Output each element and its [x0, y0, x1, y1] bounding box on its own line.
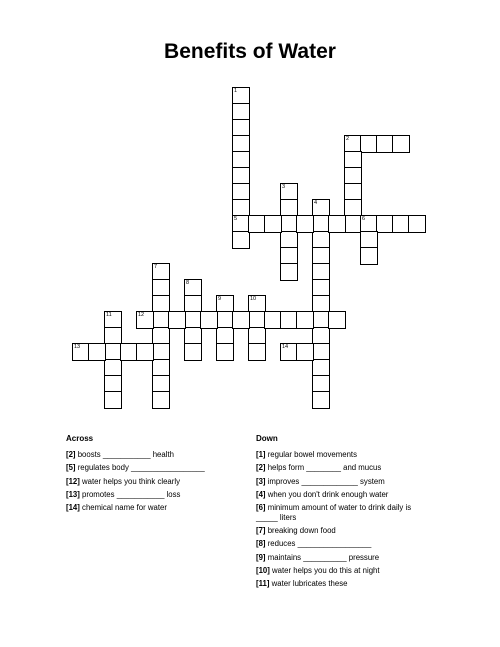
cell-number: 2 — [346, 136, 350, 142]
clue-number: [7] — [256, 525, 266, 535]
across-clue — [66, 450, 236, 460]
clue-text: maintains __________ pressure — [265, 552, 380, 562]
grid-cell[interactable] — [184, 343, 202, 361]
down-heading: Down — [256, 434, 278, 443]
clue-text: helps form ________ and mucus — [265, 463, 382, 473]
clue-number: [2] — [66, 450, 76, 459]
clue-text: when you don't drink enough water — [265, 489, 389, 499]
down-clue — [256, 490, 431, 500]
cell-number: 6 — [362, 216, 366, 222]
down-clue — [256, 450, 431, 460]
clue-text: water helps you do this at night — [269, 565, 380, 575]
clue-number: [12] — [66, 476, 80, 486]
grid-cell[interactable] — [168, 311, 186, 329]
clue-text: water helps you think clearly — [79, 476, 180, 486]
down-clue — [256, 579, 431, 589]
grid-cell[interactable] — [88, 343, 106, 361]
clue-number: [8] — [256, 539, 266, 549]
grid-cell[interactable] — [296, 215, 314, 233]
across-clues — [66, 434, 236, 516]
clue-text: promotes ___________ loss — [79, 489, 181, 499]
down-clues — [256, 434, 431, 592]
down-clue — [256, 539, 431, 549]
grid-cell[interactable] — [392, 135, 410, 153]
grid-cell[interactable] — [408, 215, 426, 233]
down-clue — [256, 503, 431, 522]
grid-cell[interactable] — [264, 215, 282, 233]
cell-number: 10 — [250, 296, 257, 302]
down-clue — [256, 463, 431, 473]
clue-number: [4] — [256, 489, 266, 499]
grid-cell[interactable] — [136, 343, 154, 361]
grid-cell[interactable] — [248, 343, 266, 361]
cell-number: 12 — [138, 312, 145, 318]
clue-text: improves _____________ system — [265, 476, 385, 486]
clue-number: [5] — [66, 463, 76, 473]
across-clue — [66, 503, 236, 513]
page-title: Benefits of Water — [164, 40, 336, 63]
cell-number: 3 — [282, 184, 286, 190]
cell-number: 1 — [234, 88, 238, 94]
clue-text: chemical name for water — [79, 503, 167, 513]
across-clue — [66, 477, 236, 487]
clue-number: [10] — [256, 565, 270, 575]
grid-cell[interactable] — [328, 215, 346, 233]
clue-number: [6] — [256, 503, 266, 513]
grid-cell[interactable] — [200, 311, 218, 329]
clue-number: [11] — [256, 579, 270, 589]
down-clue — [256, 566, 431, 576]
clue-text: water lubricates these — [269, 579, 348, 589]
cell-number: 14 — [282, 344, 289, 350]
grid-cell[interactable] — [216, 343, 234, 361]
across-clue — [66, 490, 236, 500]
clue-text: regulates body _________________ — [75, 463, 205, 473]
clue-text: boosts ___________ health — [75, 450, 174, 459]
cell-number: 7 — [154, 264, 158, 270]
down-clue — [256, 526, 431, 536]
clue-number: [1] — [256, 450, 266, 459]
down-clue — [256, 477, 431, 487]
grid-cell[interactable] — [152, 391, 170, 409]
clue-number: [2] — [256, 463, 266, 473]
clue-text: breaking down food — [265, 525, 336, 535]
grid-cell[interactable] — [280, 263, 298, 281]
grid-cell[interactable] — [328, 311, 346, 329]
cell-number: 4 — [314, 200, 318, 206]
clue-text: reduces _________________ — [265, 539, 372, 549]
across-clue — [66, 463, 236, 473]
cell-number: 11 — [106, 312, 112, 318]
grid-cell[interactable] — [360, 247, 378, 265]
grid-cell[interactable] — [104, 391, 122, 409]
clue-text: regular bowel movements — [265, 450, 357, 459]
cell-number: 5 — [234, 216, 238, 222]
down-clue — [256, 553, 431, 563]
clue-number: [9] — [256, 552, 266, 562]
clue-text: minimum amount of water to drink daily is _____ liters — [256, 503, 412, 522]
cell-number: 9 — [218, 296, 222, 302]
across-heading: Across — [66, 434, 94, 443]
cell-number: 8 — [186, 280, 190, 286]
clue-number: [3] — [256, 476, 266, 486]
cell-number: 13 — [74, 344, 81, 350]
grid-cell[interactable] — [312, 391, 330, 409]
clue-number: [14] — [66, 503, 80, 513]
grid-cell[interactable] — [232, 311, 250, 329]
clue-number: [13] — [66, 489, 80, 499]
grid-cell[interactable] — [136, 311, 154, 329]
grid-cell[interactable] — [296, 343, 314, 361]
grid-cell[interactable] — [232, 231, 250, 249]
grid-cell[interactable] — [296, 311, 314, 329]
